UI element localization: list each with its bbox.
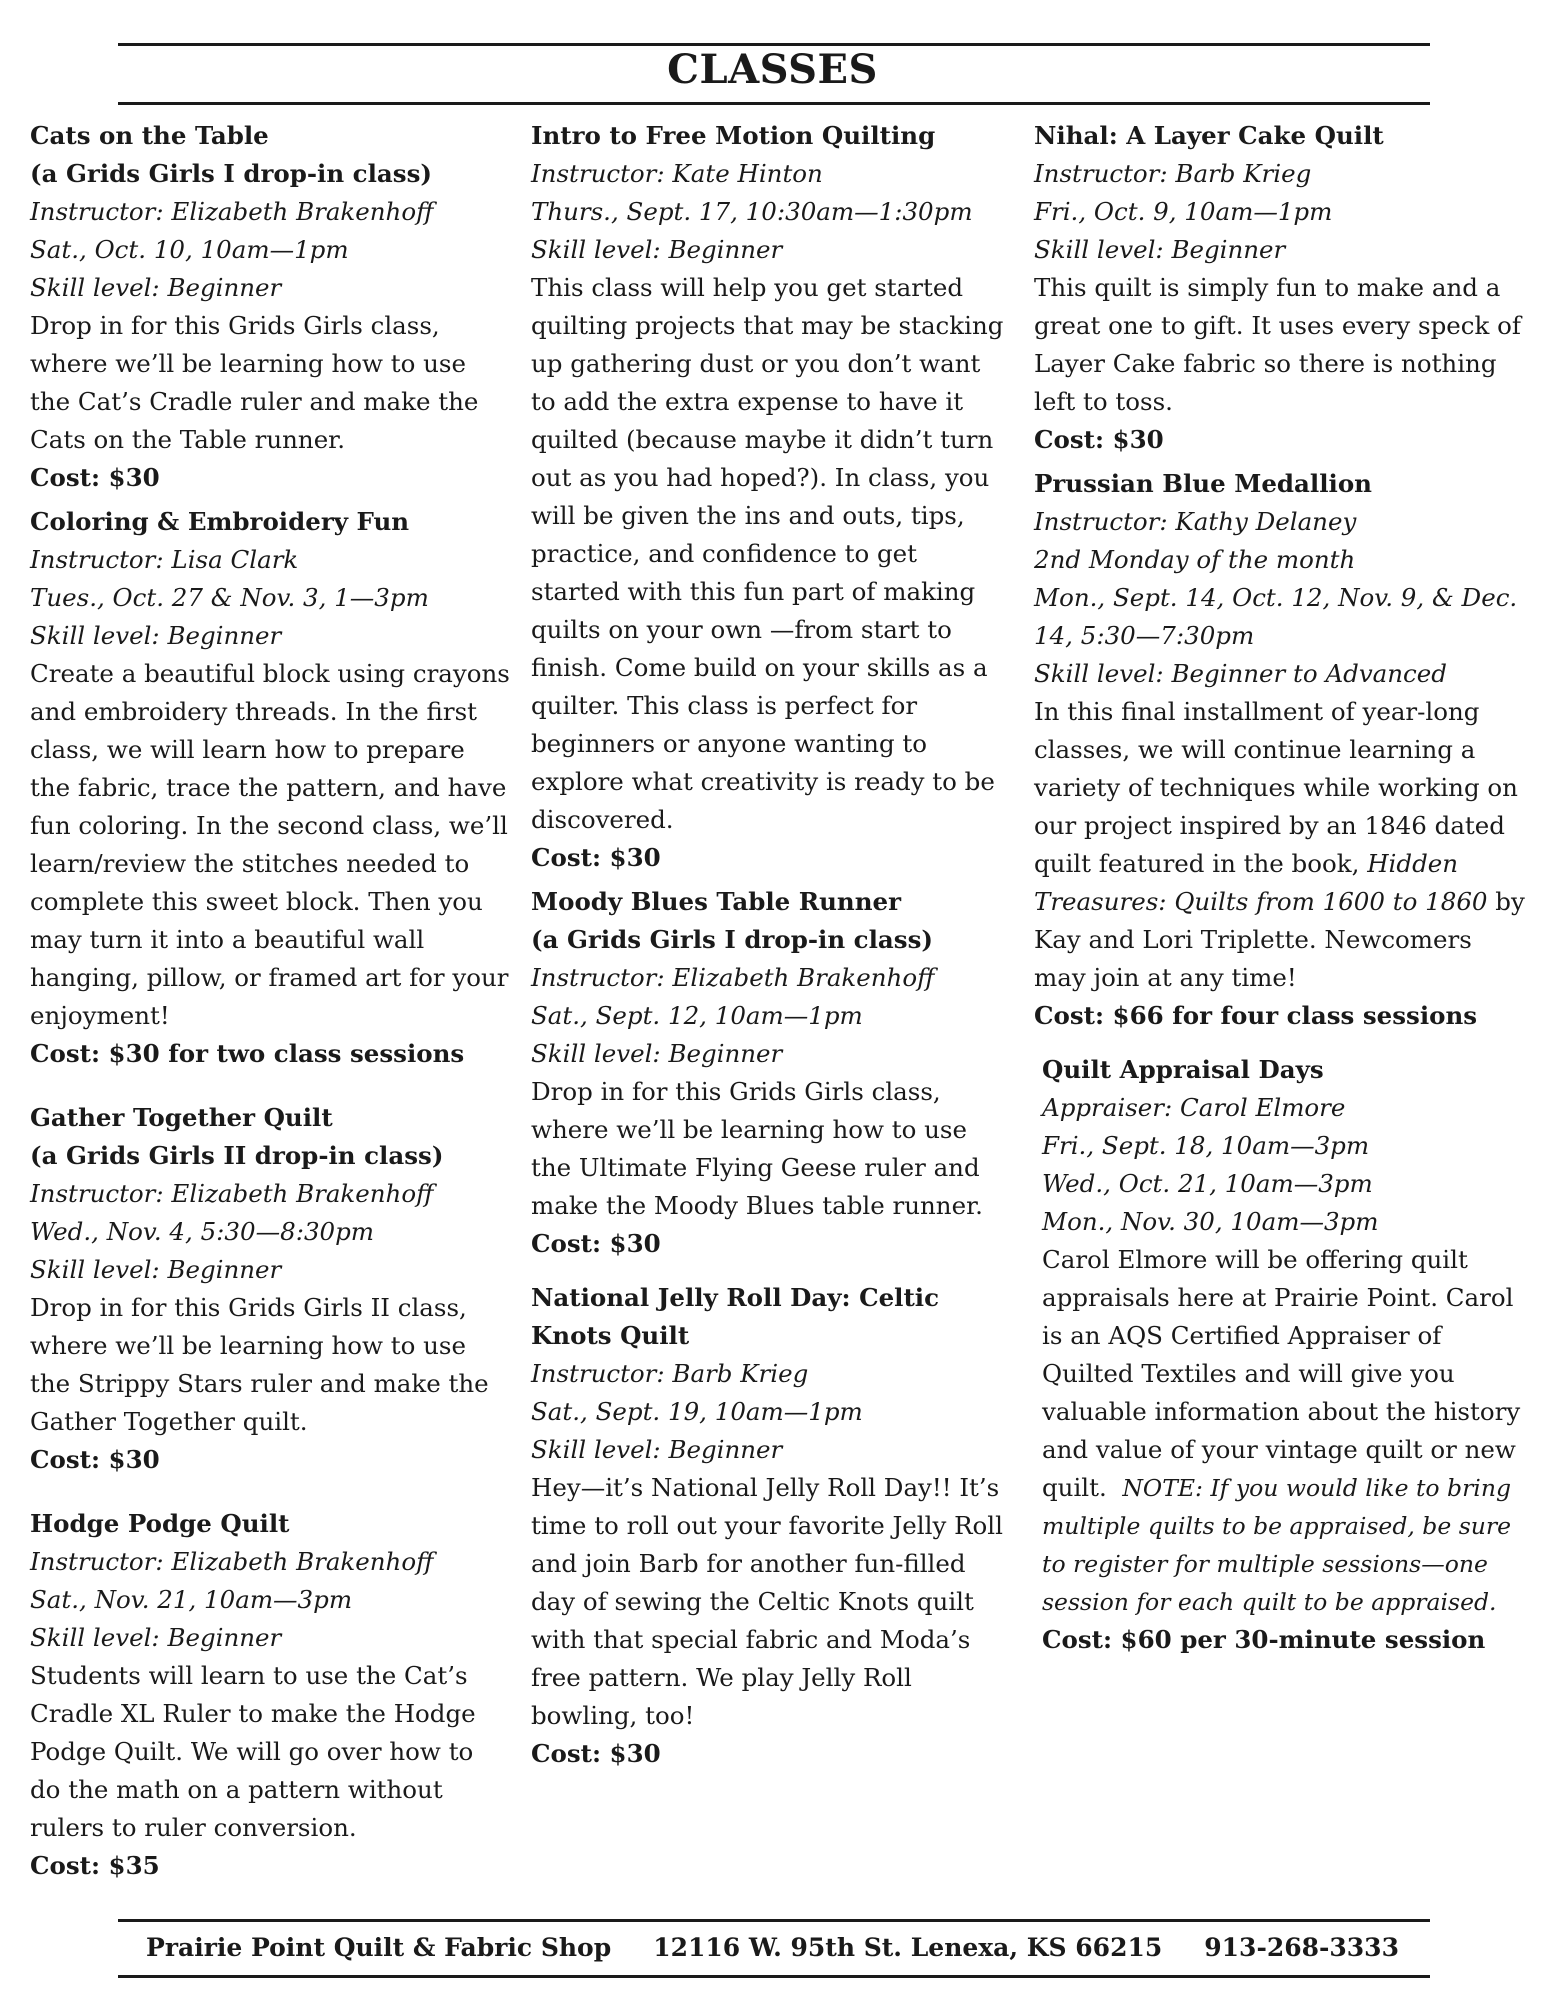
class-title: Intro to Free Motion Quilting [531, 121, 936, 150]
footer-phone: 913-268-3333 [1204, 1932, 1399, 1962]
class-title: Prussian Blue Medallion [1034, 469, 1372, 498]
class-cost: Cost: $35 [30, 1851, 160, 1880]
class-description [1042, 1241, 1529, 1621]
class-skill-level: Skill level: Beginner to Advanced [1034, 659, 1447, 688]
class-cost: Cost: $66 for four class sessions [1034, 1001, 1478, 1030]
class-subtitle: (a Grids Girls I drop-in class) [30, 159, 432, 188]
class-description-text: Carol Elmore will be offering quilt appraisals here at Prairie Point. Carol is an AQS Certified Appraiser of Quilted Textiles and will give you valuable information about the history and value of your vintage quilt or new quilt. [1042, 1245, 1521, 1502]
class-schedule: Tues., Oct. 27 & Nov. 3, 1—3pm [30, 583, 429, 612]
footer-address: 12116 W. 95th St. Lenexa, KS 66215 [653, 1932, 1163, 1962]
class-schedule: Sat., Nov. 21, 10am—3pm [30, 1585, 353, 1614]
class-cost: Cost: $30 [1034, 425, 1164, 454]
class-note: NOTE: If you would like to bring multiple quilts to be appraised, be sure to register for multiple sessions—one session for each quilt to be appraised. [1042, 1474, 1512, 1616]
class-cost: Cost: $30 [531, 843, 661, 872]
class-instructor: Instructor: Elizabeth Brakenhoff [30, 1179, 434, 1208]
class-description: Drop in for this Grids Girls class, where we’ll be learning how to use the Ultimate Flying Geese ruler and make the Moody Blues table runner. [531, 1077, 983, 1220]
class-schedule: Wed., Nov. 4, 5:30—8:30pm [30, 1217, 375, 1246]
book-title: Hidden Treasures: Quilts from 1600 to 1860 [1034, 849, 1488, 916]
class-skill-level: Skill level: Beginner [1034, 235, 1286, 264]
footer-rule-top [118, 1919, 1430, 1922]
class-cats-on-the-table [30, 117, 510, 497]
class-title: Coloring & Embroidery Fun [30, 507, 410, 536]
header-rule-bottom [118, 102, 1430, 105]
footer-shop-name: Prairie Point Quilt & Fabric Shop [146, 1932, 612, 1962]
class-schedule: Fri., Oct. 9, 10am—1pm [1034, 197, 1333, 226]
class-moody-blues-table-runner [531, 883, 1011, 1263]
class-schedule: Mon., Sept. 14, Oct. 12, Nov. 9, & Dec. 14, 5:30—7:30pm [1034, 583, 1518, 650]
class-description: Drop in for this Grids Girls II class, where we’ll be learning how to use the Strippy Stars ruler and make the Gather Together quilt. [30, 1293, 489, 1436]
class-schedule: Sat., Sept. 19, 10am—1pm [531, 1397, 863, 1426]
column-1 [30, 117, 510, 1885]
column-3 [1034, 117, 1529, 1659]
class-instructor: Instructor: Elizabeth Brakenhoff [30, 197, 434, 226]
class-title: Quilt Appraisal Days [1042, 1055, 1324, 1084]
class-description: Drop in for this Grids Girls class, where we’ll be learning how to use the Cat’s Cradle ruler and make the Cats on the Table runner. [30, 311, 479, 454]
column-2 [531, 117, 1011, 1773]
footer [0, 1927, 1545, 1967]
class-description-text-after: by Kay and Lori Triplette. Newcomers may join at any time! [1034, 887, 1525, 992]
class-skill-level: Skill level: Beginner [30, 1623, 282, 1652]
class-skill-level: Skill level: Beginner [531, 1039, 783, 1068]
class-schedule-note: 2nd Monday of the month [1034, 545, 1356, 574]
class-skill-level: Skill level: Beginner [30, 621, 282, 650]
class-cost: Cost: $30 [30, 1445, 160, 1474]
class-instructor: Instructor: Barb Krieg [531, 1359, 809, 1388]
class-description: This quilt is simply fun to make and a great one to gift. It uses every speck of Layer Cake fabric so there is nothing left to toss. [1034, 273, 1521, 416]
class-cost: Cost: $30 for two class sessions [30, 1039, 465, 1068]
class-subtitle: (a Grids Girls II drop-in class) [30, 1141, 444, 1170]
class-description: Create a beautiful block using crayons and embroidery threads. In the first class, we will learn how to prepare the fabric, trace the pattern, and have fun coloring. In the second class, we’ll learn/review the stitches needed to complete this sweet block. Then you may turn it into a beautiful wall hanging, pillow, or framed art for your enjoyment! [30, 659, 510, 1030]
class-skill-level: Skill level: Beginner [30, 273, 282, 302]
class-instructor: Instructor: Kate Hinton [531, 159, 823, 188]
class-description: Students will learn to use the Cat’s Cradle XL Ruler to make the Hodge Podge Quilt. We will go over how to do the math on a pattern without rulers to ruler conversion. [30, 1661, 476, 1842]
class-schedule: Sat., Oct. 10, 10am—1pm [30, 235, 349, 264]
class-gather-together-quilt [30, 1099, 510, 1479]
class-schedule: Wed., Oct. 21, 10am—3pm [1042, 1169, 1373, 1198]
class-instructor: Instructor: Elizabeth Brakenhoff [30, 1547, 434, 1576]
class-nihal-layer-cake-quilt [1034, 117, 1529, 459]
class-instructor: Instructor: Lisa Clark [30, 545, 299, 574]
class-skill-level: Skill level: Beginner [531, 235, 783, 264]
class-instructor: Instructor: Kathy Delaney [1034, 507, 1357, 536]
footer-rule-bottom [118, 1975, 1430, 1978]
class-cost: Cost: $30 [531, 1739, 661, 1768]
class-subtitle: (a Grids Girls I drop-in class) [531, 925, 933, 954]
class-instructor: Instructor: Elizabeth Brakenhoff [531, 963, 935, 992]
class-title: Nihal: A Layer Cake Quilt [1034, 121, 1384, 150]
class-title: Cats on the Table [30, 121, 269, 150]
class-schedule: Mon., Nov. 30, 10am—3pm [1042, 1207, 1379, 1236]
class-skill-level: Skill level: Beginner [531, 1435, 783, 1464]
class-cost: Cost: $30 [531, 1229, 661, 1258]
class-cost: Cost: $30 [30, 463, 160, 492]
class-description: This class will help you get started quilting projects that may be stacking up gathering dust or you don’t want to add the extra expense to have it quilted (because maybe it didn’t turn out as you had hoped?). In class, you will be given the ins and outs, tips, practice, and confidence to get started with this fun part of making quilts on your own —from start to finish. Come build on your skills as a quilter. This class is perfect for beginners or anyone wanting to explore what creativity is ready to be discovered. [531, 273, 1004, 834]
class-coloring-embroidery-fun [30, 503, 510, 1073]
class-prussian-blue-medallion [1034, 465, 1529, 1035]
class-hodge-podge-quilt [30, 1505, 510, 1885]
class-schedule: Sat., Sept. 12, 10am—1pm [531, 1001, 863, 1030]
page-title: CLASSES [667, 46, 878, 93]
class-title: Hodge Podge Quilt [30, 1509, 290, 1538]
class-description: Hey—it’s National Jelly Roll Day!! It’s time to roll out your favorite Jelly Roll and join Barb for another fun-filled day of sewing the Celtic Knots quilt with that special fabric and Moda’s free pattern. We play Jelly Roll bowling, too! [531, 1473, 1003, 1730]
class-schedule: Fri., Sept. 18, 10am—3pm [1042, 1131, 1370, 1160]
class-title: National Jelly Roll Day: Celtic Knots Quilt [531, 1283, 940, 1350]
class-schedule: Thurs., Sept. 17, 10:30am—1:30pm [531, 197, 973, 226]
class-cost: Cost: $60 per 30-minute session [1042, 1625, 1486, 1654]
class-description [1034, 693, 1529, 997]
class-instructor: Instructor: Barb Krieg [1034, 159, 1312, 188]
class-appraiser: Appraiser: Carol Elmore [1042, 1093, 1346, 1122]
class-quilt-appraisal-days [1034, 1051, 1529, 1659]
class-intro-free-motion-quilting [531, 117, 1011, 877]
class-title: Moody Blues Table Runner [531, 887, 902, 916]
class-skill-level: Skill level: Beginner [30, 1255, 282, 1284]
class-title: Gather Together Quilt [30, 1103, 333, 1132]
class-national-jelly-roll-day [531, 1279, 1011, 1773]
class-description-text: In this final installment of year-long classes, we will continue learning a variety of techniques while working on our project inspired by an 1846 dated quilt featured in the book, [1034, 697, 1518, 878]
